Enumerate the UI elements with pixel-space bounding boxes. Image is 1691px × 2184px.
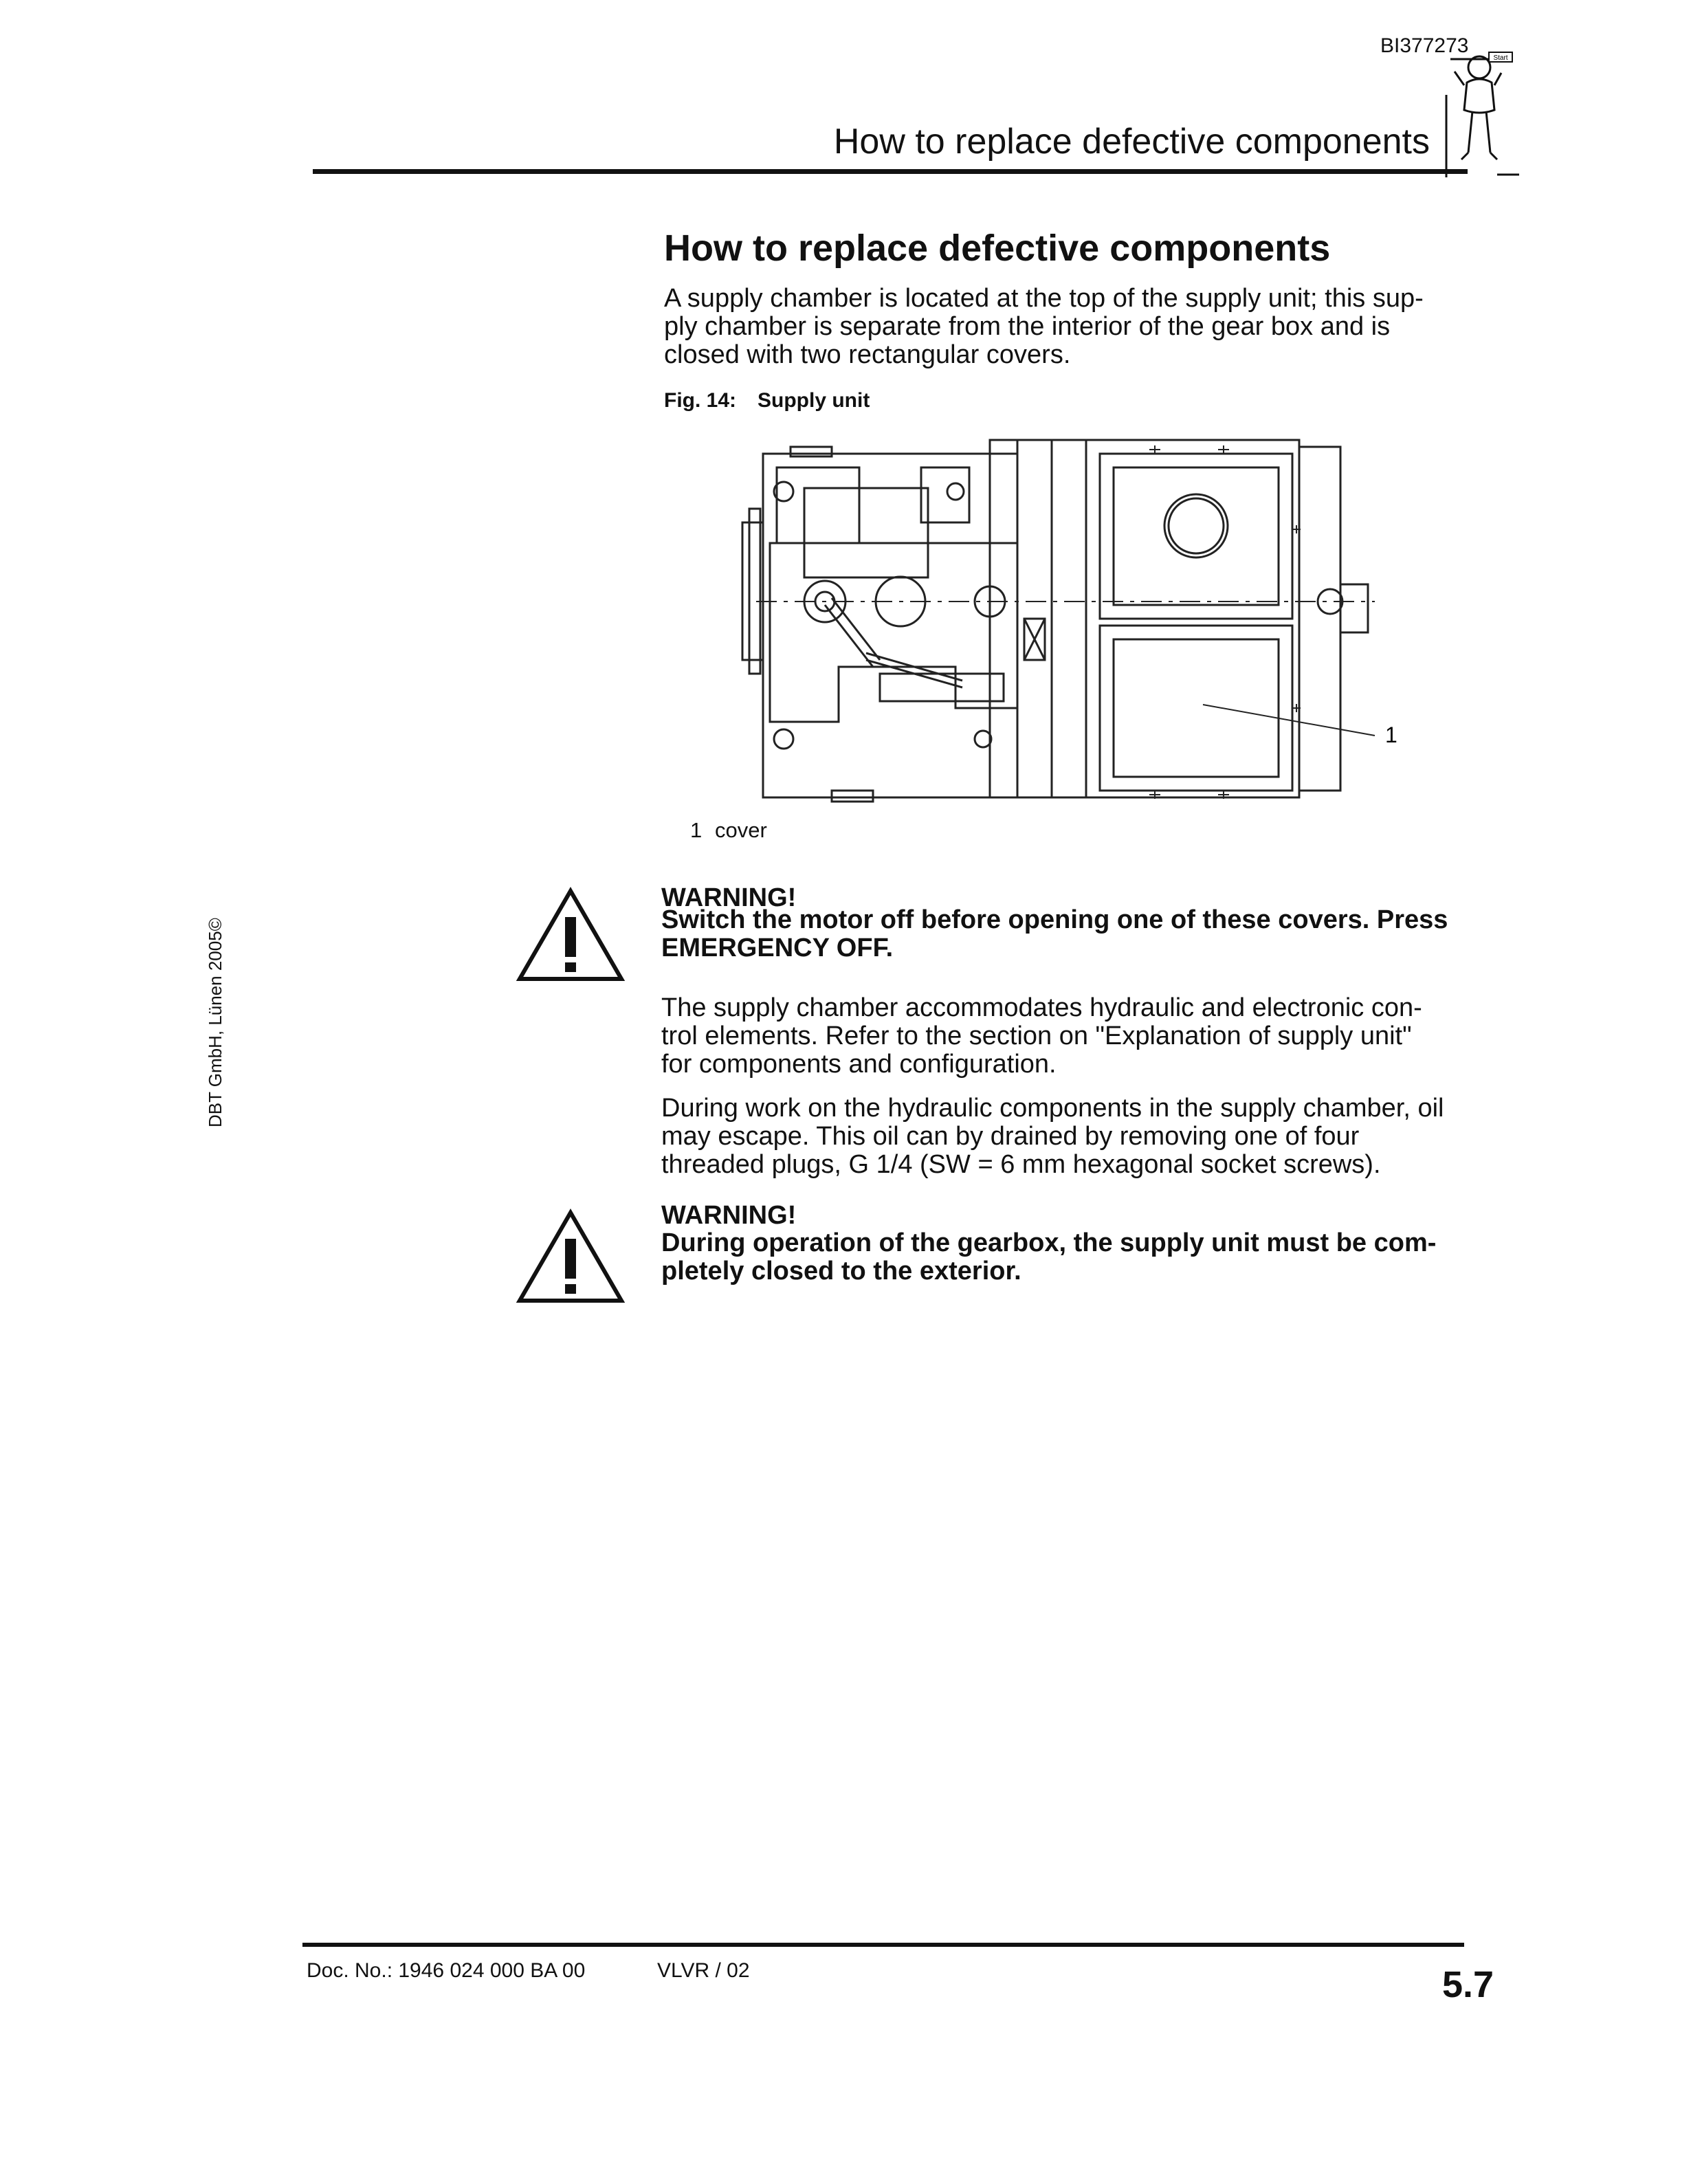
warning-heading: WARNING!	[661, 1201, 797, 1230]
figure-legend	[690, 818, 767, 843]
body-paragraph-2: During work on the hydraulic components in the supply chamber, oil may escape. This oil can by drained by removing one of four threaded plugs, G 1/4 (SW = 6 mm hexagonal socket screws).	[661, 1094, 1444, 1179]
warning-triangle-icon	[516, 887, 626, 983]
page-number: 5.7	[1442, 1964, 1494, 2005]
running-title: How to replace defective components	[833, 122, 1430, 162]
start-mascot-icon[interactable]	[1437, 40, 1519, 177]
legend-number: 1	[690, 818, 703, 842]
legend-text: cover	[715, 818, 767, 842]
section-title: How to replace defective components	[664, 228, 1331, 269]
supply-unit-drawing	[729, 426, 1402, 811]
footer-rule	[302, 1943, 1464, 1947]
warning-text: Switch the motor off before opening one of these covers. Press EMERGENCY OFF.	[661, 905, 1448, 962]
start-label: Start	[1493, 54, 1508, 62]
figure-label: Fig. 14:	[664, 389, 737, 412]
header-rule	[313, 169, 1468, 174]
figure-title: Supply unit	[758, 389, 870, 412]
warning-triangle-icon	[516, 1209, 626, 1305]
document-id: BI377273	[1380, 34, 1469, 57]
body-paragraph-1: The supply chamber accommodates hydraulic and electronic con- trol elements. Refer to the section on "Explanation of supply unit" for components and configuration.	[661, 993, 1422, 1079]
copyright-notice: DBT GmbH, Lünen 2005©	[205, 918, 225, 1127]
footer-doc-number: Doc. No.: 1946 024 000 BA 00	[307, 1959, 586, 1982]
callout-number: 1	[1385, 723, 1397, 747]
warning-text: During operation of the gearbox, the supply unit must be com- pletely closed to the exterior.	[661, 1228, 1437, 1286]
footer-version: VLVR / 02	[657, 1959, 750, 1982]
figure-caption	[664, 389, 870, 412]
intro-paragraph: A supply chamber is located at the top of the supply unit; this sup- ply chamber is separate from the interior of the gear box and is closed with two rectangular covers.	[664, 284, 1424, 369]
warning-heading: WARNING!	[661, 883, 797, 912]
